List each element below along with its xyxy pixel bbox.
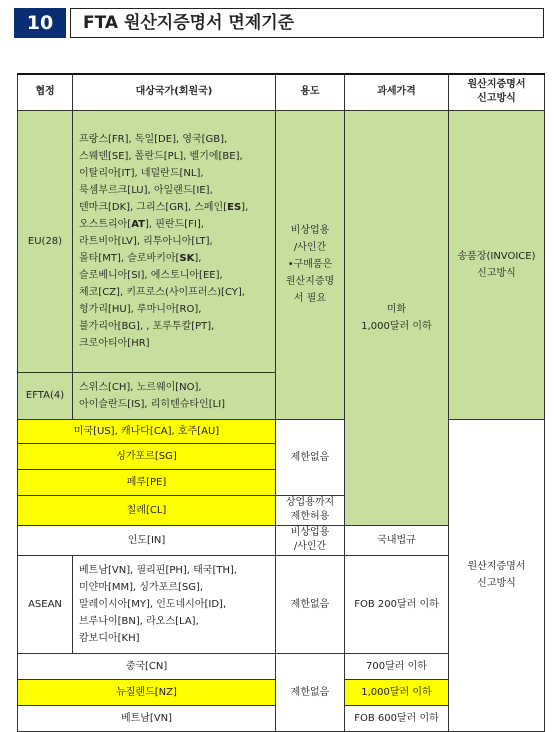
asean-country-line: 말레이시아[MY], 인도네시아[ID], bbox=[79, 598, 227, 610]
agreement-eu: EU(28) bbox=[18, 110, 73, 372]
country-text: 프랑스[FR], 독일[DE], 영국[GB], bbox=[79, 133, 228, 145]
eu-country-line bbox=[79, 131, 269, 148]
purpose-cl bbox=[276, 495, 345, 525]
countries-nz: 뉴질랜드[NZ] bbox=[18, 679, 276, 705]
countries-sg: 싱가포르[SG] bbox=[18, 443, 276, 469]
fta-exemption-table bbox=[17, 73, 545, 732]
eu-purpose-line: /사인간 bbox=[293, 242, 327, 253]
asean-country-line: 캄보디아[KH] bbox=[79, 632, 140, 644]
eu-country-line bbox=[79, 199, 269, 216]
eu-country-line bbox=[79, 148, 269, 165]
eu-country-line bbox=[79, 301, 269, 318]
agreement-efta: EFTA(4) bbox=[18, 372, 73, 419]
country-text: 슬로베니아[SI], 에스토니아[EE], bbox=[79, 269, 223, 281]
country-code-highlight: ES bbox=[227, 201, 242, 213]
country-text: 오스트리아[ bbox=[79, 218, 132, 230]
country-text: 이탈리아[IT], 네덜란드[NL], bbox=[79, 167, 204, 179]
countries-cl: 칠레[CL] bbox=[18, 495, 276, 525]
country-text: 룩셈부르크[LU], 아일랜드[IE], bbox=[79, 184, 213, 196]
section-header bbox=[14, 8, 544, 38]
section-title: FTA 원산지증명서 면제기준 bbox=[70, 8, 544, 38]
eu-purpose-line: 서 필요 bbox=[293, 293, 327, 304]
price-in: 국내법규 bbox=[345, 525, 449, 555]
eu-country-line bbox=[79, 250, 269, 267]
country-text: 불가리아[BG], , 포루투칼[PT], bbox=[79, 320, 215, 332]
country-text: 라트비아[LV], 리투아니아[LT], bbox=[79, 235, 213, 247]
method-lower-line: 원산지증명서 bbox=[467, 561, 526, 572]
col-header-countries: 대상국가(회원국) bbox=[73, 74, 276, 110]
country-text: 크로아티아[HR] bbox=[79, 337, 150, 349]
section-number: 10 bbox=[14, 8, 66, 38]
eu-country-line bbox=[79, 233, 269, 250]
price-cn: 700달러 이하 bbox=[345, 653, 449, 679]
country-text: ], 핀란드[FI], bbox=[145, 218, 204, 230]
col-header-taxable-price: 과세가격 bbox=[345, 74, 449, 110]
eu-country-line bbox=[79, 267, 269, 284]
country-text: 스웨덴[SE], 폴란드[PL], 벨기에[BE], bbox=[79, 150, 243, 162]
cl-purpose-line: 상업용까지 bbox=[285, 497, 335, 508]
countries-us-ca-au: 미국[US], 캐나다[CA], 호주[AU] bbox=[18, 419, 276, 443]
eu-purpose-line: •구매품은 bbox=[287, 259, 333, 270]
asean-country-line: 브루나이[BN], 라오스[LA], bbox=[79, 615, 199, 627]
asean-country-line: 베트남[VN], 필리핀[PH], 태국[TH], bbox=[79, 564, 238, 576]
col-header-method bbox=[449, 74, 545, 110]
eu-purpose-line: 원산지증명 bbox=[285, 276, 335, 287]
countries-efta bbox=[73, 372, 276, 419]
eu-purpose-line: 비상업용 bbox=[290, 225, 330, 236]
countries-pe: 페루[PE] bbox=[18, 469, 276, 495]
in-purpose-line: 비상업용 bbox=[290, 527, 330, 538]
eu-country-line bbox=[79, 165, 269, 182]
efta-country-line: 아이슬란드[IS], 리히텐슈타인[LI] bbox=[79, 398, 226, 410]
col-header-purpose: 용도 bbox=[276, 74, 345, 110]
eu-country-line bbox=[79, 216, 269, 233]
price-main-line: 미화 bbox=[386, 303, 407, 315]
purpose-no-limit: 제한없음 bbox=[276, 419, 345, 495]
countries-eu bbox=[73, 110, 276, 372]
col-header-method-text bbox=[452, 78, 541, 106]
country-text: 헝가리[HU], 루마니아[RO], bbox=[79, 303, 202, 315]
col-header-agreement: 협정 bbox=[18, 74, 73, 110]
cl-purpose-line: 제한허용 bbox=[290, 511, 330, 522]
method-eu-efta bbox=[449, 110, 545, 419]
efta-country-line: 스위스[CH], 노르웨이[NO], bbox=[79, 381, 202, 393]
price-nz: 1,000달러 이하 bbox=[345, 679, 449, 705]
countries-in: 인도[IN] bbox=[18, 525, 276, 555]
country-text: 덴마크[DK], 그리스[GR], 스페인[ bbox=[79, 201, 228, 213]
countries-vn: 베트남[VN] bbox=[18, 705, 276, 731]
method-lower-line: 신고방식 bbox=[477, 578, 516, 589]
asean-country-line: 미얀마[MM], 싱가포르[SG], bbox=[79, 581, 204, 593]
in-purpose-line: /사인간 bbox=[293, 541, 327, 552]
price-main bbox=[345, 110, 449, 525]
countries-asean bbox=[73, 555, 276, 653]
table-header-row bbox=[18, 74, 545, 110]
countries-cn: 중국[CN] bbox=[18, 653, 276, 679]
table-row-eu bbox=[18, 110, 545, 372]
eu-country-line bbox=[79, 182, 269, 199]
purpose-eu-efta bbox=[276, 110, 345, 419]
eu-country-line bbox=[79, 284, 269, 301]
eu-method-line: 신고방식 bbox=[477, 267, 516, 279]
country-code-highlight: AT bbox=[131, 218, 145, 230]
price-main-line: 1,000달러 이하 bbox=[361, 320, 432, 332]
method-certificate bbox=[449, 419, 545, 731]
country-code-highlight: SK bbox=[179, 252, 195, 264]
country-text: 체코[CZ], 키프로스(사이프러스)[CY], bbox=[79, 286, 245, 298]
eu-country-line bbox=[79, 318, 269, 335]
country-text: ], bbox=[194, 252, 202, 264]
agreement-asean: ASEAN bbox=[18, 555, 73, 653]
purpose-asean: 제한없음 bbox=[276, 555, 345, 653]
purpose-lower: 제한없음 bbox=[276, 653, 345, 731]
price-asean: FOB 200달러 이하 bbox=[345, 555, 449, 653]
price-vn: FOB 600달러 이하 bbox=[345, 705, 449, 731]
country-text: 몰타[MT], 슬로바키아[ bbox=[79, 252, 180, 264]
table-row-us bbox=[18, 419, 545, 443]
eu-method-line: 송품장(INVOICE) bbox=[457, 250, 536, 262]
eu-country-line bbox=[79, 335, 269, 352]
country-text: ], bbox=[241, 201, 249, 213]
col-header-method-line: 원산지증명서 bbox=[467, 79, 526, 91]
col-header-method-line: 신고방식 bbox=[477, 93, 516, 105]
purpose-in bbox=[276, 525, 345, 555]
